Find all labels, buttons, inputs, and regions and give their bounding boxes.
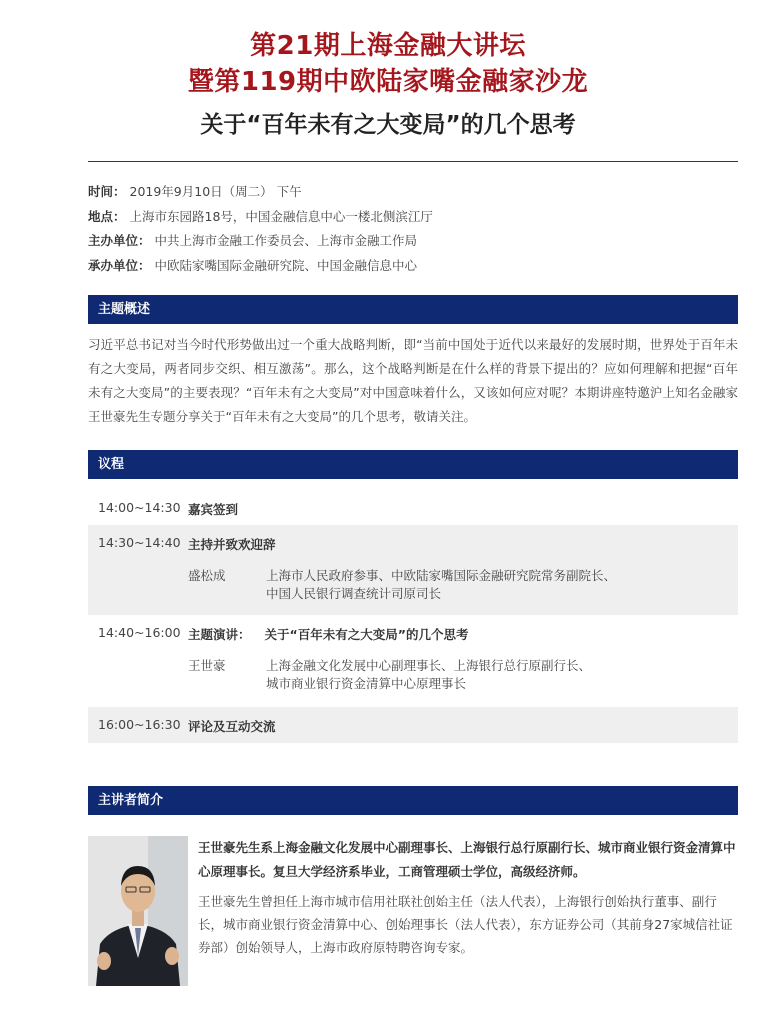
event-subtitle: 关于“百年未有之大变局”的几个思考 <box>200 112 576 138</box>
time-label: 时间： <box>88 184 126 199</box>
agenda-speaker <box>188 567 738 603</box>
speaker-photo <box>88 836 188 986</box>
event-title-line2: 暨第119期中欧陆家嘴金融家沙龙 <box>187 67 589 97</box>
place-label: 地点： <box>88 208 126 224</box>
agenda-item <box>88 490 738 525</box>
event-title-line1: 第21期上海金融大讲坛 <box>250 31 526 61</box>
speaker-role-line1: 上海金融文化发展中心副理事长、上海银行总行原副行长、 <box>266 658 592 673</box>
speaker-role-line2: 中国人民银行调查统计司原司长 <box>266 586 442 601</box>
event-header <box>0 0 776 142</box>
speaker-name: 盛松成 <box>188 568 226 583</box>
host-value: 中共上海市金融工作委员会、上海市金融工作局 <box>154 233 418 248</box>
agenda-item <box>88 615 738 707</box>
overview-heading: 主题概述 <box>88 295 738 324</box>
agenda-time: 16:00~16:30 <box>98 717 181 732</box>
place-row <box>88 205 738 230</box>
agenda-title: 评论及互动交流 <box>188 719 276 734</box>
time-row <box>88 180 738 205</box>
header-divider <box>88 161 738 162</box>
agenda-item <box>88 707 738 743</box>
agenda-topic: 关于“百年未有之大变局”的几个思考 <box>264 627 469 642</box>
agenda-title: 嘉宾签到 <box>188 502 239 517</box>
agenda-title: 主持并致欢迎辞 <box>188 537 276 552</box>
host-row <box>88 229 738 254</box>
speaker-role-line1: 上海市人民政府参事、中欧陆家嘴国际金融研究院常务副院长、 <box>266 568 617 583</box>
organizer-value: 中欧陆家嘴国际金融研究院、中国金融信息中心 <box>154 257 418 273</box>
bio-summary: 王世豪先生系上海金融文化发展中心副理事长、上海银行总行原副行长、城市商业银行资金清算中心原理事长。复旦大学经济系毕业，工商管理硕士学位，高级经济师。 <box>198 840 736 879</box>
organizer-row <box>88 254 738 279</box>
speaker-role-line2: 城市商业银行资金清算中心原理事长 <box>266 676 467 691</box>
organizer-label: 承办单位： <box>88 257 151 273</box>
agenda-time: 14:40~16:00 <box>98 625 181 640</box>
place-value: 上海市东园路18号，中国金融信息中心一楼北侧滨江厅 <box>129 208 433 224</box>
agenda-heading: 议程 <box>88 450 738 479</box>
overview-text: 习近平总书记对当今时代形势做出过一个重大战略判断，即“当前中国处于近代以来最好的发展时期，世界处于百年未有之大变局，两者同步交织、相互激荡”。那么，这个战略判断是在什么样的背景下提出的？应如何理解和把握“百年未有之大变局”的主要表现？“百年未有之大变局”对中国意味着什么，又该如何应对呢？本期讲座特邀沪上知名金融家王世豪先生专题分享关于“百年未有之大变局”的几个思考，敬请关注。 <box>88 337 738 424</box>
speaker-name: 王世豪 <box>188 658 226 673</box>
agenda-title: 主题演讲： <box>188 627 251 642</box>
agenda-item <box>88 525 738 615</box>
host-label: 主办单位： <box>88 233 151 248</box>
agenda-list <box>88 490 738 743</box>
bio-detail: 王世豪先生曾担任上海市城市信用社联社创始主任（法人代表），上海银行创始执行董事、副行长，城市商业银行资金清算中心、创始理事长（法人代表），东方证券公司（其前身27家城信社证券部）创始领导人，上海市政府原特聘咨询专家。 <box>198 894 733 955</box>
speaker-bio <box>88 836 738 986</box>
speaker-bio-heading: 主讲者简介 <box>88 786 738 815</box>
time-value: 2019年9月10日（周二） 下午 <box>129 184 302 199</box>
agenda-time: 14:00~14:30 <box>98 500 181 515</box>
agenda-time: 14:30~14:40 <box>98 535 181 550</box>
agenda-speaker <box>188 657 738 693</box>
event-info <box>88 180 738 278</box>
